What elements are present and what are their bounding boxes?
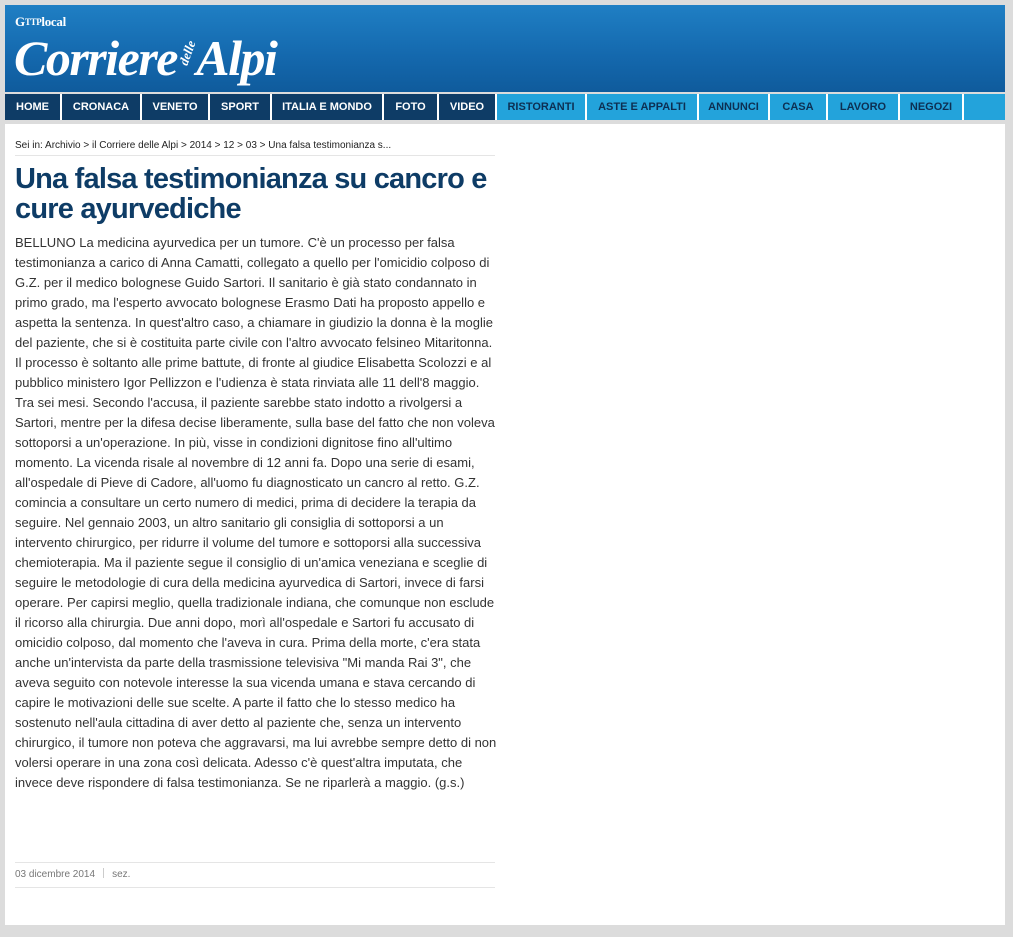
article-title: Una falsa testimonianza su cancro e cure ayurvediche bbox=[15, 163, 487, 225]
nav-item-negozi[interactable]: NEGOZI bbox=[900, 94, 964, 120]
nav-item-sport[interactable]: SPORT bbox=[210, 94, 272, 120]
breadcrumb-item-archivio[interactable]: Archivio bbox=[45, 140, 81, 151]
nav-item-home[interactable]: HOME bbox=[5, 94, 62, 120]
glocal-superscript: TTP bbox=[24, 17, 42, 27]
site-logo[interactable] bbox=[14, 23, 276, 88]
breadcrumb-item-year[interactable]: 2014 bbox=[189, 140, 212, 151]
logo-delle: delle bbox=[175, 38, 199, 68]
breadcrumb-prefix: Sei in: bbox=[15, 140, 43, 151]
nav-item-cronaca[interactable]: CRONACA bbox=[62, 94, 142, 120]
breadcrumb-item-current: Una falsa testimonianza s... bbox=[268, 140, 392, 151]
glocal-badge: G bbox=[15, 14, 25, 29]
nav-item-casa[interactable]: CASA bbox=[770, 94, 828, 120]
main-nav bbox=[5, 94, 1005, 120]
nav-item-italia-e-mondo[interactable]: ITALIA E MONDO bbox=[272, 94, 384, 120]
breadcrumb-item-month[interactable]: 12 bbox=[223, 140, 235, 151]
article-section[interactable]: sez. bbox=[112, 869, 131, 880]
logo-alpi: Alpi bbox=[196, 30, 277, 86]
logo-corriere: Corriere bbox=[14, 30, 177, 86]
breadcrumb: Sei in: Archivio > il Corriere delle Alpi > 2014 > 12 > 03 > Una falsa testimonianza s... bbox=[15, 140, 495, 156]
site-header bbox=[5, 5, 1005, 92]
main-content bbox=[5, 124, 1005, 925]
meta-divider bbox=[103, 868, 104, 878]
glocal-text: local bbox=[41, 14, 66, 29]
nav-item-video[interactable]: VIDEO bbox=[439, 94, 497, 120]
breadcrumb-item-day[interactable]: 03 bbox=[245, 140, 257, 151]
nav-item-lavoro[interactable]: LAVORO bbox=[828, 94, 900, 120]
nav-item-aste-e-appalti[interactable]: ASTE E APPALTI bbox=[587, 94, 699, 120]
nav-item-foto[interactable]: FOTO bbox=[384, 94, 439, 120]
nav-item-annunci[interactable]: ANNUNCI bbox=[699, 94, 770, 120]
breadcrumb-item-newspaper[interactable]: il Corriere delle Alpi bbox=[92, 140, 179, 151]
article-meta bbox=[15, 862, 495, 888]
article-date: 03 dicembre 2014 bbox=[15, 869, 96, 880]
nav-item-veneto[interactable]: VENETO bbox=[142, 94, 210, 120]
nav-item-ristoranti[interactable]: RISTORANTI bbox=[497, 94, 587, 120]
article-body: BELLUNO La medicina ayurvedica per un tumore. C'è un processo per falsa testimonianza a carico di Anna Camatti, collegato a quello per l'omicidio colposo di G.Z. per il medico bolognese Guido Sartori. Il sanitario è già stato condannato in primo grado, ma l'esperto avvocato bolognese Erasmo Dati ha proposto appello e aspetta la sentenza. In quest'altro caso, a chiamare in giudizio la donna è la moglie del paziente, che si è costituita parte civile con l'altro avvocato felsineo Mitaritonna. Il processo è soltanto alle prime battute, di fronte al giudice Elisabetta Scolozzi e al pubblico ministero Igor Pellizzon e l'udienza è stata rinviata alle 11 dell'8 maggio. Tra sei mesi. Secondo l'accusa, il paziente sarebbe stato indotto a rivolgersi a Sartori, mentre per la difesa decise liberamente, sulla base del fatto che non voleva sottoporsi a un'operazione. In più, visse in condizioni dignitose fino all'ultimo momento. La vicenda risale al novembre di 12 anni fa. Dopo una serie di esami, all'ospedale di Pieve di Cadore, all'uomo fu diagnosticato un cancro al retto. G.Z. comincia a consultare un certo numero di medici, prima di decidere la terapia da seguire. Nel gennaio 2003, un altro sanitario gli consiglia di sottoporsi a un intervento chirurgico, per ridurre il volume del tumore e sottoporsi alla successiva chemioterapia. Ma il paziente segue il consiglio di un'amica veneziana e sceglie di seguire le metodologie di cura della medicina ayurvedica di Sartori, invece di farsi operare. Per capirsi meglio, quella tradizionale indiana, che comunque non esclude il ricorso alla chirurgia. Due anni dopo, morì all'ospedale e Sartori fu accusato di omicidio colposo, dal momento che l'aveva in cura. Prima della morte, c'era stata anche un'intervista da parte della trasmissione televisiva "Mi manda Rai 3", che aveva seguito con notevole interesse la sua vicenda umana e stava cercando di capire le motivazioni delle sue scelte. A parte il fatto che lo stesso medico ha sostenuto nell'aula cittadina di aver detto al paziente che, senza un intervento chirurgico, il tumore non poteva che aggravarsi, ma lui avrebbe sempre detto di non volersi operare in una zona così delicata. Adesso c'è quest'altra imputata, che invece deve rispondere di falsa testimonianza. Se ne riparlerà a maggio. (g.s.) bbox=[15, 235, 497, 790]
